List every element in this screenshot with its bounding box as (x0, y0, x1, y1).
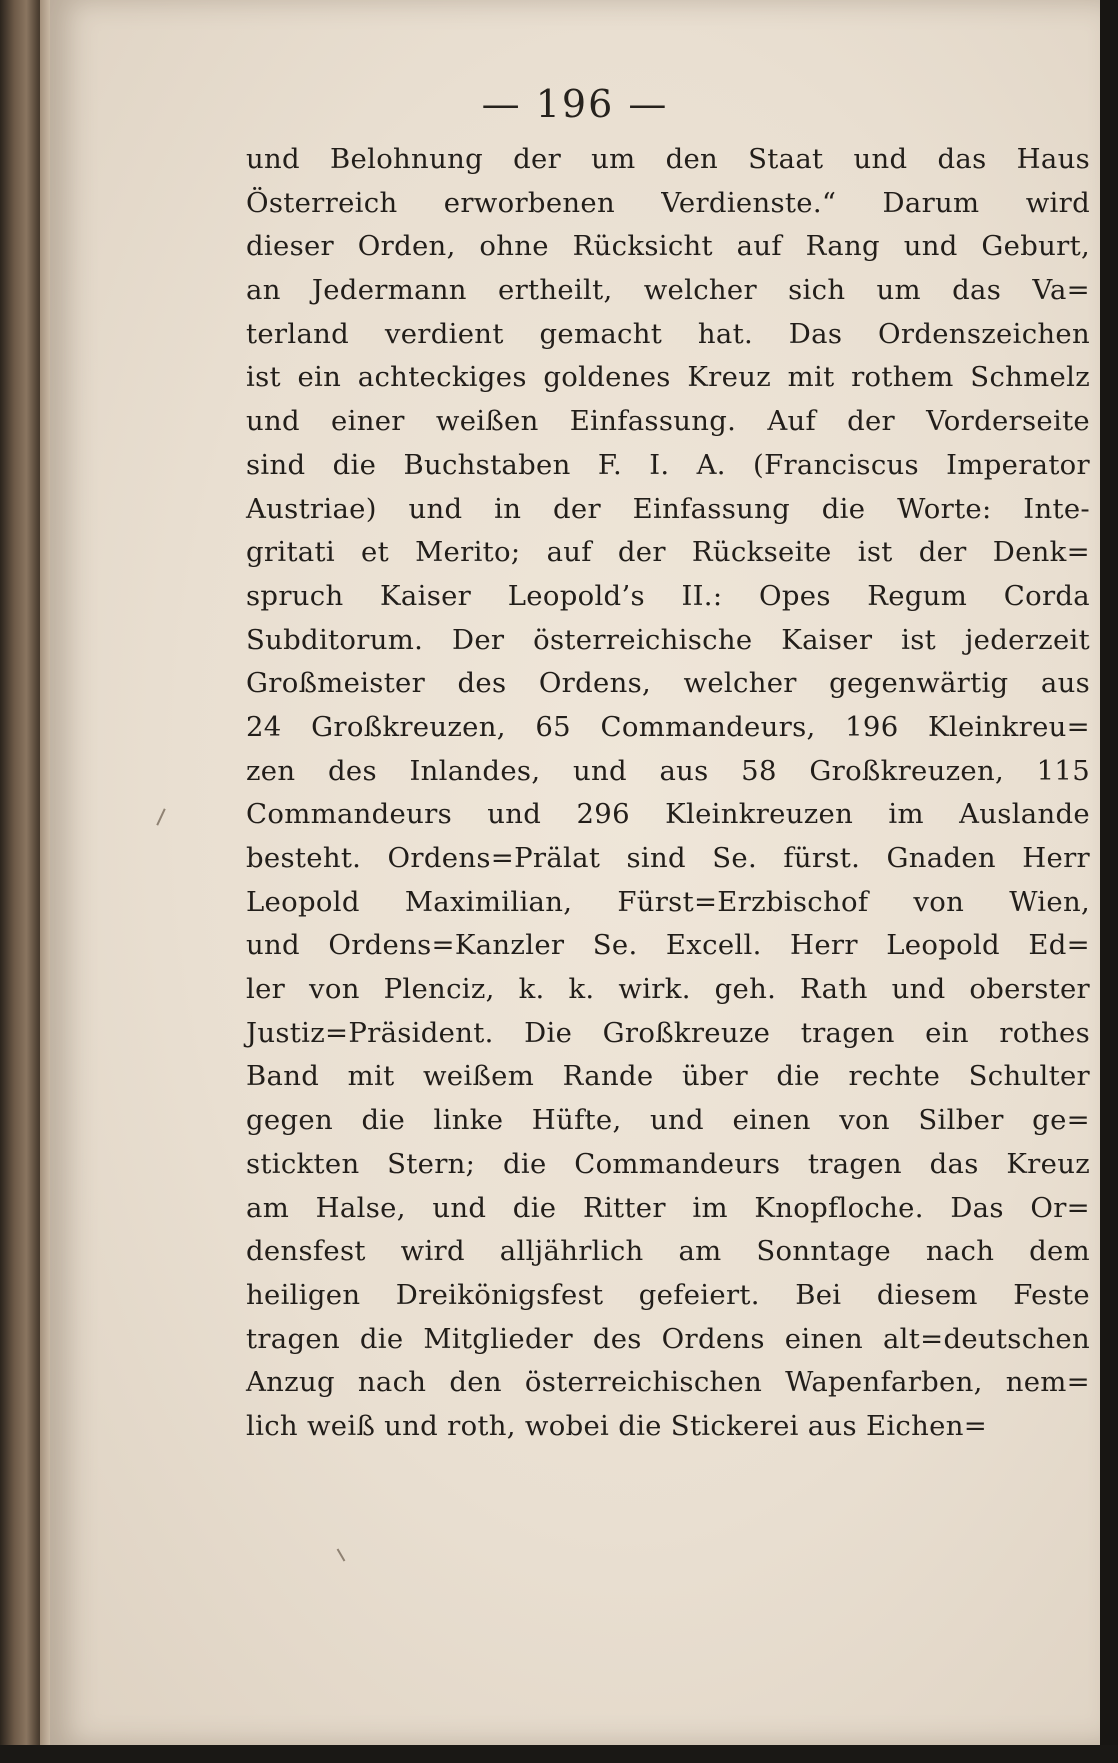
scan-border-bottom (0, 1745, 1118, 1763)
text-line: Justiz=Präsident. Die Großkreuze tragen ein rothes (246, 1016, 1090, 1049)
text-line: Commandeurs und 296 Kleinkreuzen im Auslande (246, 798, 1090, 831)
text-line: Austriae) und in der Einfassung die Worte: Inte- (246, 492, 1090, 525)
text-line: und Belohnung der um den Staat und das Haus (246, 143, 1090, 175)
text-line: gegen die linke Hüfte, und einen von Silber ge= (246, 1104, 1090, 1137)
text-line: und Ordens=Kanzler Se. Excell. Herr Leopold Ed= (246, 929, 1090, 962)
text-line: ler von Plenciz, k. k. wirk. geh. Rath und oberster (246, 973, 1090, 1006)
text-line: Anzug nach den österreichischen Wapenfarben, nem= (246, 1366, 1090, 1399)
text-line: spruch Kaiser Leopold’s II.: Opes Regum Corda (246, 579, 1090, 612)
text-line: zen des Inlandes, und aus 58 Großkreuzen, 115 (246, 754, 1090, 787)
text-line: tragen die Mitglieder des Ordens einen alt=deutschen (246, 1322, 1090, 1355)
text-line: besteht. Ordens=Prälat sind Se. fürst. Gnaden Herr (246, 842, 1090, 874)
text-line: Leopold Maximilian, Fürst=Erzbischof von Wien, (246, 885, 1090, 918)
text-line: terland verdient gemacht hat. Das Ordenszeichen (246, 317, 1090, 350)
text-line: Band mit weißem Rande über die rechte Schulter (246, 1060, 1090, 1093)
text-line: heiligen Dreikönigsfest gefeiert. Bei diesem Feste (246, 1278, 1090, 1311)
text-line: am Halse, und die Ritter im Knopfloche. Das Or= (246, 1191, 1090, 1224)
book-page (50, 0, 1100, 1745)
text-line: an Jedermann ertheilt, welcher sich um das Va= (246, 274, 1090, 307)
text-line: ist ein achteckiges goldenes Kreuz mit rothem Schmelz (246, 361, 1090, 394)
text-line: gritati et Merito; auf der Rückseite ist der Denk= (246, 536, 1090, 569)
text-line: und einer weißen Einfassung. Auf der Vorderseite (246, 405, 1090, 438)
text-line: densfest wird alljährlich am Sonntage nach dem (246, 1235, 1090, 1268)
text-line: lich weiß und roth, wobei die Stickerei aus Eichen= (246, 1409, 988, 1442)
text-line: 24 Großkreuzen, 65 Commandeurs, 196 Kleinkreu= (246, 710, 1090, 743)
text-line: Subditorum. Der österreichische Kaiser ist jederzeit (246, 623, 1090, 656)
text-line: stickten Stern; die Commandeurs tragen das Kreuz (246, 1147, 1090, 1180)
scan-border-right (1100, 0, 1118, 1763)
paper-blemish (156, 808, 165, 825)
text-line: Großmeister des Ordens, welcher gegenwärtig aus (246, 667, 1090, 700)
page-number: — 196 — (481, 82, 669, 126)
body-text (246, 138, 1090, 1449)
text-line: sind die Buchstaben F. I. A. (Franciscus Imperator (246, 448, 1090, 481)
paper-blemish (337, 1548, 346, 1561)
text-line: dieser Orden, ohne Rücksicht auf Rang und Geburt, (246, 230, 1090, 263)
text-line: Österreich erworbenen Verdienste.“ Darum wird (246, 186, 1090, 219)
